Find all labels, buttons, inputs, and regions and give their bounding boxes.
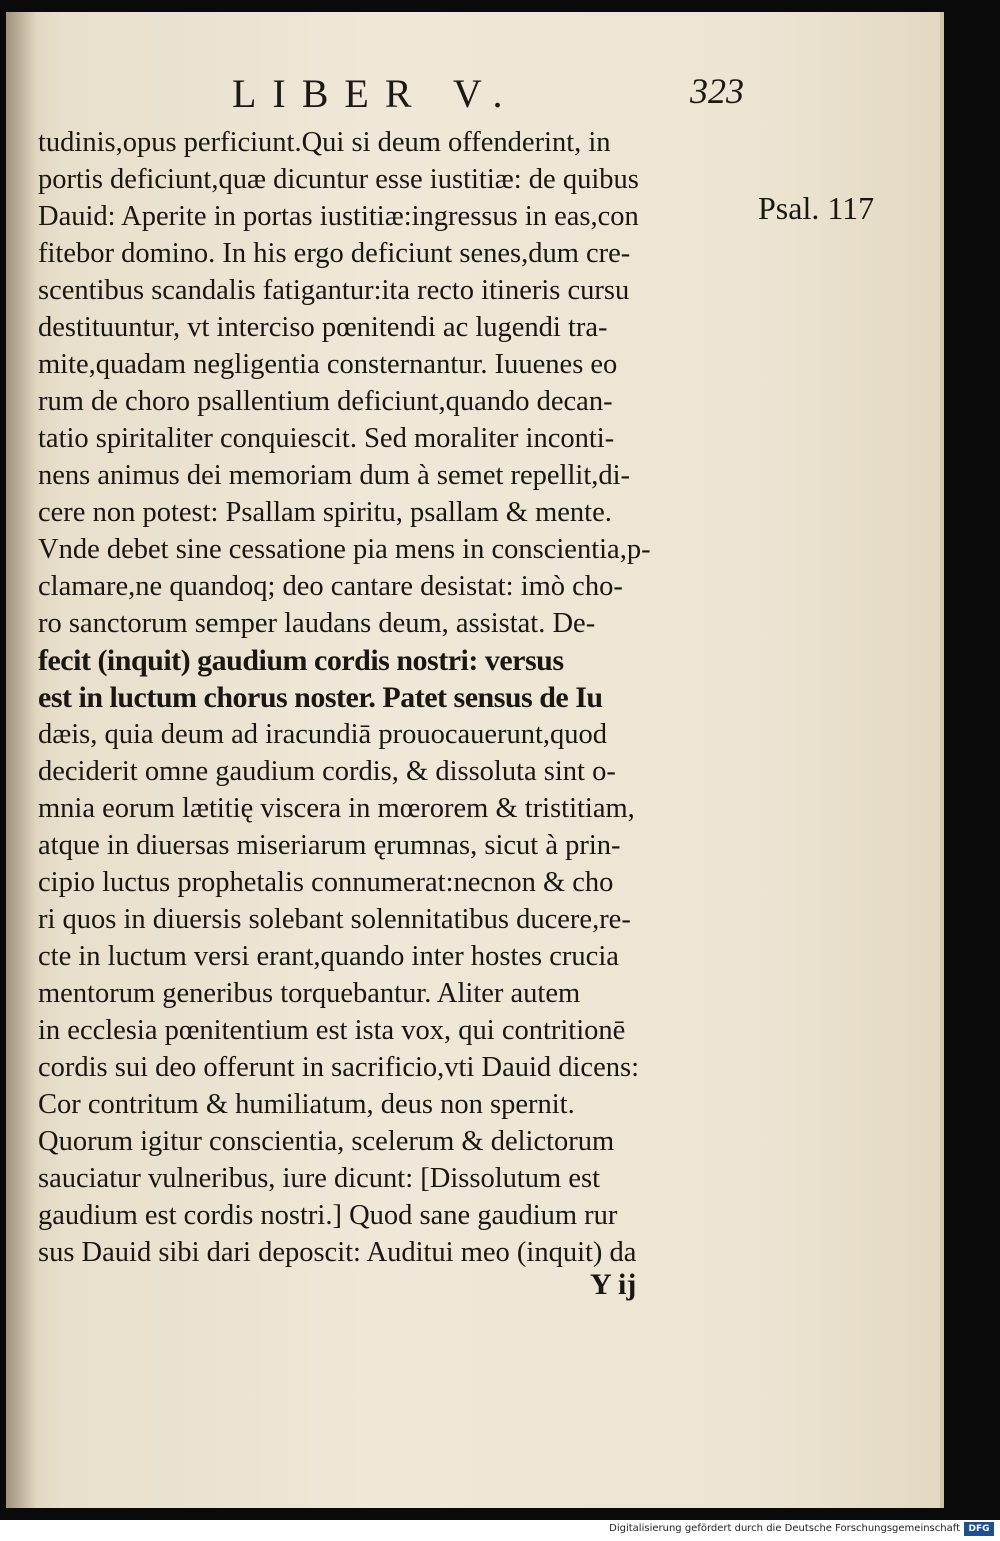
body-text [38, 124, 758, 1271]
text-line: deciderit omne gaudium cordis, & dissoluta sint o- [38, 756, 616, 787]
marginal-note: Psal. 117 [758, 190, 875, 226]
text-line-blackletter: est in luctum chorus noster. Patet sensus de Iu [38, 681, 603, 714]
funding-credit: Digitalisierung gefördert durch die Deutsche Forschungsgemeinschaft [609, 1523, 960, 1534]
text-line: ri quos in diuersis solebant solennitatibus ducere,re- [38, 904, 631, 935]
text-line: Vnde debet sine cessatione pia mens in conscientia,p- [38, 534, 651, 565]
text-line: rum de choro psallentium deficiunt,quando decan- [38, 386, 613, 417]
text-line: clamare,ne quandoq; deo cantare desistat: imò cho- [38, 571, 623, 602]
catchword: Y ij [590, 1268, 637, 1301]
text-line: mite,quadam negligentia consternantur. Iuuenes eo [38, 349, 618, 380]
running-head: LIBER V. [232, 71, 519, 116]
text-line: gaudium est cordis nostri.] Quod sane gaudium rur [38, 1200, 618, 1231]
text-line: sauciatur vulneribus, iure dicunt: [Dissolutum est [38, 1163, 600, 1194]
text-line: atque in diuersas miseriarum ęrumnas, sicut à prin- [38, 830, 621, 861]
text-line: cte in luctum versi erant,quando inter hostes crucia [38, 941, 619, 972]
text-line: Quorum igitur conscientia, scelerum & delictorum [38, 1126, 615, 1157]
text-line: cere non potest: Psallam spiritu, psallam & mente. [38, 497, 612, 528]
text-line: cipio luctus prophetalis connumerat:necnon & cho [38, 867, 614, 898]
page-number: 323 [690, 71, 744, 111]
text-line: scentibus scandalis fatigantur:ita recto itineris cursu [38, 275, 630, 306]
text-line: portis deficiunt,quæ dicuntur esse iustitiæ: de quibus [38, 164, 639, 195]
text-line: mnia eorum lætitię viscera in mœrorem & tristitiam, [38, 793, 635, 824]
text-line: fitebor domino. In his ergo deficiunt senes,dum cre- [38, 238, 631, 269]
text-line: Cor contritum & humiliatum, deus non spernit. [38, 1089, 575, 1120]
text-line: tudinis,opus perficiunt.Qui si deum offenderint, in [38, 127, 611, 158]
text-line: Dauid: Aperite in portas iustitiæ:ingressus in eas,con [38, 201, 639, 232]
text-line: nens animus dei memoriam dum à semet repellit,di- [38, 460, 631, 491]
gutter-shadow [6, 12, 36, 1508]
text-line: in ecclesia pœnitentium est ista vox, qui contritionē [38, 1015, 626, 1046]
text-line-blackletter: fecit (inquit) gaudium cordis nostri: versus [38, 644, 564, 677]
text-line: cordis sui deo offerunt in sacrificio,vti Dauid dicens: [38, 1052, 639, 1083]
text-line: mentorum generibus torquebantur. Aliter autem [38, 978, 581, 1009]
text-line: ro sanctorum semper laudans deum, assistat. De- [38, 608, 596, 639]
text-line: destituuntur, vt interciso pœnitendi ac lugendi tra- [38, 312, 608, 343]
dfg-logo: DFG [964, 1522, 994, 1536]
text-line: sus Dauid sibi dari deposcit: Auditui meo (inquit) da [38, 1237, 637, 1268]
text-line: dæis, quia deum ad iracundiā prouocauerunt,quod [38, 719, 608, 750]
text-line: tatio spiritaliter conquiescit. Sed moraliter inconti- [38, 423, 615, 454]
